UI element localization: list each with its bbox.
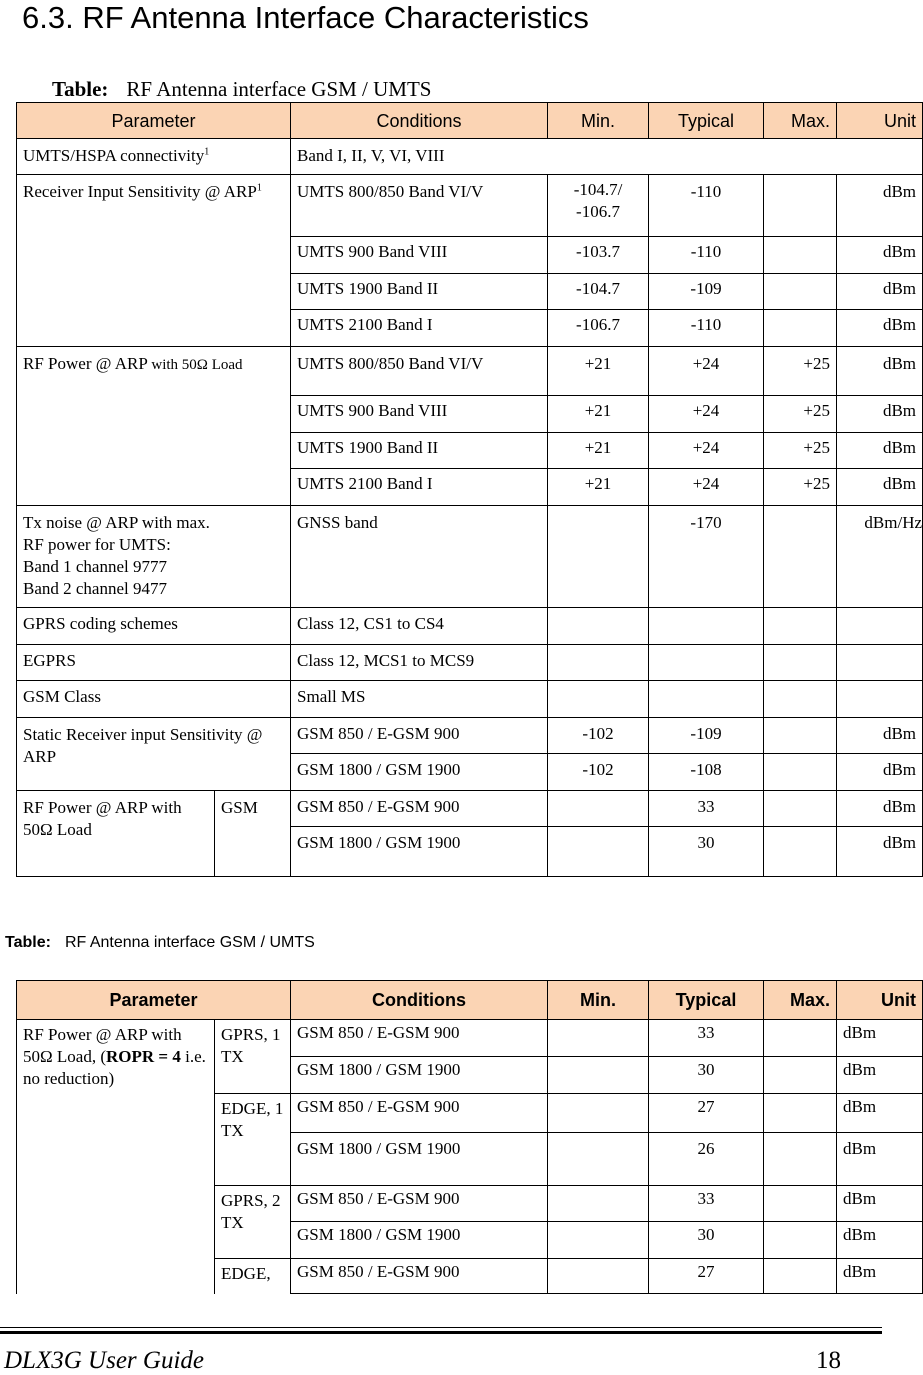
max-cell: +25 — [764, 396, 837, 433]
max-cell — [764, 1186, 837, 1222]
cond-cell: GSM 850 / E-GSM 900 — [291, 1094, 548, 1133]
unit-cell — [837, 681, 923, 718]
max-cell — [764, 827, 837, 877]
cond-cell: UMTS 900 Band VIII — [291, 396, 548, 433]
min-cell: -103.7 — [548, 237, 649, 274]
header-typical: Typical — [649, 103, 764, 139]
table-row — [17, 791, 923, 827]
min-cell: +21 — [548, 433, 649, 469]
typ-cell: 26 — [649, 1133, 764, 1186]
cond-cell: UMTS 2100 Band I — [291, 469, 548, 506]
max-cell — [764, 310, 837, 347]
sub-param-cell: GPRS, 1 TX — [215, 1020, 291, 1094]
max-cell — [764, 237, 837, 274]
cond-cell: GSM 850 / E-GSM 900 — [291, 718, 548, 754]
typ-cell: -109 — [649, 274, 764, 310]
typ-cell: 27 — [649, 1094, 764, 1133]
typ-cell — [649, 645, 764, 681]
max-cell — [764, 1020, 837, 1057]
cond-cell: UMTS 800/850 Band VI/V — [291, 175, 548, 237]
typ-cell: +24 — [649, 469, 764, 506]
max-cell — [764, 1259, 837, 1294]
caption-label: Table: — [52, 77, 109, 101]
param-cell: GSM Class — [17, 681, 291, 718]
sub-param-cell: GSM — [215, 791, 291, 877]
header-parameter: Parameter — [17, 981, 291, 1020]
typ-cell: -110 — [649, 310, 764, 347]
table-row — [17, 681, 923, 718]
header-typical: Typical — [649, 981, 764, 1020]
unit-cell: dBm — [837, 1259, 923, 1294]
table-row — [17, 506, 923, 608]
unit-cell: dBm — [837, 310, 923, 347]
min-cell: +21 — [548, 347, 649, 396]
min-cell: -102 — [548, 718, 649, 754]
cond-cell: GSM 1800 / GSM 1900 — [291, 754, 548, 791]
param-cell: Tx noise @ ARP with max. RF power for UMTS: Band 1 channel 9777 Band 2 channel 9477 — [17, 506, 291, 608]
unit-cell: dBm — [837, 175, 923, 237]
sub-param-cell: EDGE, — [215, 1259, 291, 1294]
typ-cell — [649, 608, 764, 645]
max-cell: +25 — [764, 433, 837, 469]
unit-cell: dBm — [837, 827, 923, 877]
min-cell — [548, 1057, 649, 1094]
cond-cell: GSM 850 / E-GSM 900 — [291, 1186, 548, 1222]
table-row — [17, 347, 923, 396]
max-cell — [764, 1094, 837, 1133]
unit-cell: dBm — [837, 469, 923, 506]
max-cell — [764, 645, 837, 681]
unit-cell: dBm — [837, 1057, 923, 1094]
min-cell: -102 — [548, 754, 649, 791]
cond-cell: GSM 850 / E-GSM 900 — [291, 791, 548, 827]
rf-antenna-table-2 — [16, 980, 923, 1294]
cond-cell: Class 12, CS1 to CS4 — [291, 608, 548, 645]
max-cell — [764, 608, 837, 645]
max-cell — [764, 791, 837, 827]
min-cell: -104.7 — [548, 274, 649, 310]
param-cell: RF Power @ ARP with 50Ω Load — [17, 791, 215, 877]
cond-cell: Class 12, MCS1 to MCS9 — [291, 645, 548, 681]
caption-text: RF Antenna interface GSM / UMTS — [126, 77, 432, 101]
unit-cell: dBm — [837, 1186, 923, 1222]
max-cell — [764, 274, 837, 310]
cond-cell: UMTS 900 Band VIII — [291, 237, 548, 274]
min-cell — [548, 681, 649, 718]
param-cell: RF Power @ ARP with 50Ω Load, (ROPR = 4 i.e. no reduction) — [17, 1020, 215, 1294]
cond-cell: UMTS 1900 Band II — [291, 274, 548, 310]
unit-cell: dBm — [837, 1133, 923, 1186]
typ-cell: 33 — [649, 1186, 764, 1222]
unit-cell: dBm — [837, 237, 923, 274]
param-cell: RF Power @ ARP with 50Ω Load — [17, 347, 291, 506]
sub-param-cell: GPRS, 2 TX — [215, 1186, 291, 1259]
cond-cell: UMTS 1900 Band II — [291, 433, 548, 469]
unit-cell: dBm/Hz — [837, 506, 923, 608]
cond-cell: Band I, II, V, VI, VIII — [291, 139, 923, 175]
max-cell — [764, 1057, 837, 1094]
typ-cell: +24 — [649, 433, 764, 469]
typ-cell: -110 — [649, 175, 764, 237]
cond-cell: GNSS band — [291, 506, 548, 608]
typ-cell: -109 — [649, 718, 764, 754]
min-cell — [548, 1133, 649, 1186]
footer-doc-title: DLX3G User Guide — [4, 1347, 204, 1374]
min-cell — [548, 1094, 649, 1133]
cond-cell: UMTS 2100 Band I — [291, 310, 548, 347]
table-row — [17, 1020, 923, 1057]
min-cell — [548, 1020, 649, 1057]
table2-caption — [5, 934, 315, 952]
cond-cell: Small MS — [291, 681, 548, 718]
min-cell: +21 — [548, 396, 649, 433]
header-conditions: Conditions — [291, 103, 548, 139]
param-cell: EGPRS — [17, 645, 291, 681]
unit-cell: dBm — [837, 718, 923, 754]
table-row — [17, 645, 923, 681]
unit-cell: dBm — [837, 274, 923, 310]
cond-cell: GSM 1800 / GSM 1900 — [291, 827, 548, 877]
min-cell — [548, 791, 649, 827]
unit-cell: dBm — [837, 754, 923, 791]
unit-cell — [837, 645, 923, 681]
max-cell — [764, 175, 837, 237]
typ-cell: -110 — [649, 237, 764, 274]
max-cell — [764, 718, 837, 754]
header-max: Max. — [764, 103, 837, 139]
header-conditions: Conditions — [291, 981, 548, 1020]
table-header-row — [17, 103, 923, 139]
param-cell: UMTS/HSPA connectivity$^1$ — [17, 139, 291, 175]
param-cell: Static Receiver input Sensitivity @ ARP — [17, 718, 291, 791]
typ-cell: +24 — [649, 396, 764, 433]
cond-cell: GSM 850 / E-GSM 900 — [291, 1020, 548, 1057]
min-cell — [548, 506, 649, 608]
footer-rule-thick — [0, 1331, 882, 1334]
header-unit: Unit — [837, 981, 923, 1020]
min-cell — [548, 645, 649, 681]
min-cell: -104.7/ -106.7 — [548, 175, 649, 237]
header-min: Min. — [548, 103, 649, 139]
typ-cell: -170 — [649, 506, 764, 608]
page-number: 18 — [816, 1347, 841, 1374]
unit-cell: dBm — [837, 791, 923, 827]
caption-text: RF Antenna interface GSM / UMTS — [64, 934, 315, 951]
typ-cell: 27 — [649, 1259, 764, 1294]
rf-antenna-table-1 — [16, 102, 923, 877]
header-min: Min. — [548, 981, 649, 1020]
max-cell — [764, 1222, 837, 1259]
unit-cell: dBm — [837, 1020, 923, 1057]
min-cell: +21 — [548, 469, 649, 506]
unit-cell: dBm — [837, 396, 923, 433]
typ-cell: 33 — [649, 791, 764, 827]
cond-cell: GSM 1800 / GSM 1900 — [291, 1222, 548, 1259]
param-cell: GPRS coding schemes — [17, 608, 291, 645]
typ-cell: +24 — [649, 347, 764, 396]
sub-param-cell: EDGE, 1 TX — [215, 1094, 291, 1186]
typ-cell: -108 — [649, 754, 764, 791]
min-cell — [548, 1186, 649, 1222]
cond-cell: GSM 850 / E-GSM 900 — [291, 1259, 548, 1294]
max-cell: +25 — [764, 347, 837, 396]
min-cell — [548, 1259, 649, 1294]
min-cell — [548, 1222, 649, 1259]
unit-cell: dBm — [837, 433, 923, 469]
unit-cell: dBm — [837, 347, 923, 396]
table-row — [17, 139, 923, 175]
table-row — [17, 718, 923, 754]
section-title: 6.3. RF Antenna Interface Characteristics — [22, 0, 589, 35]
cond-cell: GSM 1800 / GSM 1900 — [291, 1133, 548, 1186]
caption-label: Table: — [5, 934, 51, 951]
max-cell — [764, 754, 837, 791]
typ-cell: 33 — [649, 1020, 764, 1057]
typ-cell: 30 — [649, 1222, 764, 1259]
header-parameter: Parameter — [17, 103, 291, 139]
max-cell — [764, 681, 837, 718]
max-cell — [764, 1133, 837, 1186]
header-max: Max. — [764, 981, 837, 1020]
table1-caption — [52, 77, 431, 102]
min-cell: -106.7 — [548, 310, 649, 347]
max-cell: +25 — [764, 469, 837, 506]
max-cell — [764, 506, 837, 608]
table-row — [17, 175, 923, 237]
cond-cell: UMTS 800/850 Band VI/V — [291, 347, 548, 396]
min-cell — [548, 608, 649, 645]
table-header-row — [17, 981, 923, 1020]
cond-cell: GSM 1800 / GSM 1900 — [291, 1057, 548, 1094]
header-unit: Unit — [837, 103, 923, 139]
min-cell — [548, 827, 649, 877]
footer-rule — [0, 1327, 882, 1328]
unit-cell: dBm — [837, 1094, 923, 1133]
table-row — [17, 608, 923, 645]
typ-cell: 30 — [649, 827, 764, 877]
unit-cell — [837, 608, 923, 645]
param-cell: Receiver Input Sensitivity @ ARP$^1$ — [17, 175, 291, 347]
typ-cell: 30 — [649, 1057, 764, 1094]
unit-cell: dBm — [837, 1222, 923, 1259]
typ-cell — [649, 681, 764, 718]
